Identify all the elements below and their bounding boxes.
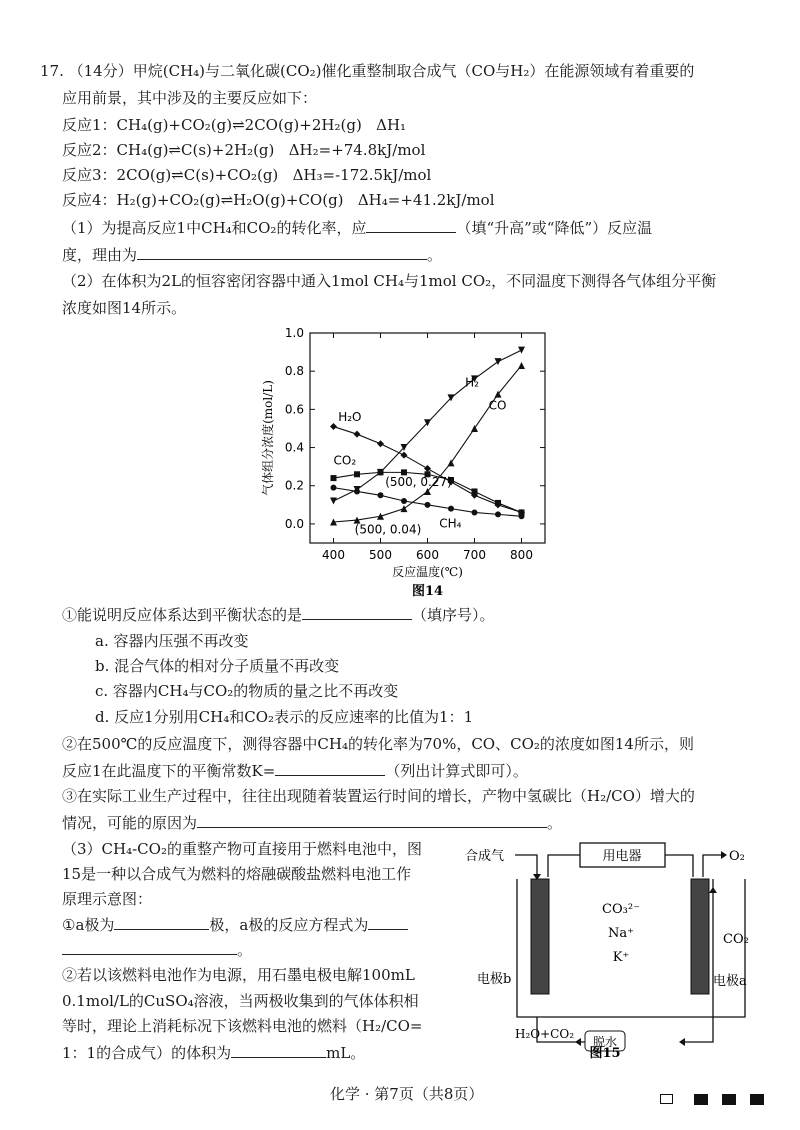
- data-point: [424, 465, 431, 472]
- option-d: d. 反应1分别用CH₄和CO₂表示的反应速率的比值为1：1: [95, 708, 474, 726]
- answer-blank[interactable]: [275, 759, 385, 776]
- data-point: [331, 475, 337, 481]
- exhaust-label: H₂O+CO₂: [515, 1027, 574, 1041]
- sub1-text: ①能说明反应体系达到平衡状态的是: [62, 606, 303, 624]
- part3-q2-line4: [62, 1041, 365, 1064]
- chart-title: 图14: [411, 584, 444, 599]
- reaction-equation: 2CO(g)⇌C(s)+CO₂(g): [116, 166, 279, 184]
- arrow-icon: [575, 1038, 581, 1046]
- series-label: CO: [488, 398, 507, 413]
- ion-potassium: K⁺: [612, 950, 630, 965]
- part3-line3: 原理示意图：: [62, 890, 153, 908]
- data-point: [378, 492, 384, 498]
- syngas-label: 合成气: [465, 849, 505, 864]
- data-point: [354, 471, 360, 477]
- data-point: [495, 500, 501, 506]
- question-intro-1: 甲烷(CH₄)与二氧化碳(CO₂)催化重整制取合成气（CO与H₂）在能源领域有着重要的: [132, 62, 695, 80]
- reaction-4: [62, 189, 495, 211]
- data-point: [518, 347, 525, 354]
- arrow-icon: [709, 887, 717, 893]
- series-label: CH₄: [439, 516, 462, 531]
- reaction-equation: H₂(g)+CO₂(g)⇌H₂O(g)+CO(g): [116, 191, 344, 209]
- part3-text: mL。: [326, 1044, 366, 1062]
- question-number: 17.: [40, 62, 64, 80]
- electrode-b: [531, 879, 549, 994]
- y-tick-label: 0.4: [284, 440, 304, 455]
- answer-blank[interactable]: [114, 913, 209, 930]
- x-tick-label: 600: [416, 548, 439, 562]
- series-label: CO₂: [333, 453, 357, 468]
- data-point: [519, 513, 525, 519]
- electrode-a-label: 电极a: [713, 974, 747, 989]
- data-point: [401, 498, 407, 504]
- ion-carbonate: CO₃²⁻: [602, 902, 640, 917]
- y-tick-label: 0.8: [284, 364, 304, 379]
- part3-line1: （3）CH₄-CO₂的重整产物可直接用于燃料电池中，图: [62, 840, 422, 858]
- part1-line2: 度，理由为 。: [62, 243, 442, 266]
- answer-blank[interactable]: [366, 216, 456, 233]
- data-point: [354, 431, 361, 438]
- data-point: [472, 509, 478, 515]
- data-point: [472, 488, 478, 494]
- x-axis-label: 反应温度(℃): [392, 565, 463, 579]
- annotation-label: (500, 0.04): [354, 522, 422, 537]
- data-point: [354, 488, 360, 494]
- sub3-line2: 情况，可能的原因为 。: [62, 811, 562, 834]
- data-point: [471, 425, 478, 432]
- sub3-line1: ③在实际工业生产过程中，往往出现随着装置运行时间的增长，产物中氢碳比（H₂/CO）增大的: [62, 787, 695, 805]
- o2-line: [703, 855, 721, 877]
- data-point: [448, 459, 455, 466]
- series-line: [334, 365, 522, 522]
- series-label: H₂: [465, 375, 479, 390]
- reaction-equation: CH₄(g)⇌C(s)+2H₂(g): [116, 141, 275, 159]
- part3-text: 极，a极的反应方程式为: [209, 916, 369, 934]
- reaction-3: [62, 164, 431, 186]
- dewater-label: 脱水: [592, 1035, 618, 1049]
- co2-label: CO₂: [723, 932, 749, 947]
- y-axis-label: 气体组分浓度(mol/L): [261, 380, 275, 496]
- data-point: [330, 498, 337, 505]
- page-footer: 化学 · 第7页（共8页）: [330, 1085, 484, 1103]
- data-point: [331, 485, 337, 491]
- reaction-enthalpy: ΔH₄=+41.2kJ/mol: [357, 191, 495, 209]
- sub2-text: （列出计算式即可）。: [385, 762, 528, 780]
- answer-blank[interactable]: [302, 603, 412, 620]
- reaction-label: 反应4：: [62, 191, 117, 209]
- part3-text: 1：1的合成气）的体积为: [62, 1044, 232, 1062]
- part3-q2-line3: 等时，理论上消耗标况下该燃料电池的燃料（H₂/CO=: [62, 1017, 423, 1035]
- part3-line2: 15是一种以合成气为燃料的熔融碳酸盐燃料电池工作: [62, 865, 412, 883]
- reaction-label: 反应3：: [62, 166, 117, 184]
- data-point: [377, 440, 384, 447]
- part3-q2-line1: ②若以该燃料电池作为电源，用石墨电极电解100mL: [62, 966, 415, 984]
- sub2-text: 反应1在此温度下的平衡常数K=: [62, 762, 276, 780]
- part3-q1-line1: [62, 913, 408, 936]
- answer-blank[interactable]: [137, 243, 427, 260]
- sub2-line2: [62, 759, 528, 782]
- corner-mark: [694, 1094, 708, 1105]
- ion-sodium: Na⁺: [608, 926, 634, 941]
- o2-label: O₂: [729, 849, 745, 864]
- appliance-label: 用电器: [602, 849, 642, 864]
- data-point: [425, 502, 431, 508]
- corner-mark: [722, 1094, 736, 1105]
- question-header: [40, 60, 694, 82]
- sub2-line1: ②在500℃的反应温度下，测得容器中CH₄的转化率为70%，CO、CO₂的浓度如图14所示，则: [62, 735, 694, 753]
- reaction-enthalpy: ΔH₃=-172.5kJ/mol: [292, 166, 432, 184]
- electrode-b-label: 电极b: [477, 972, 512, 987]
- part3-q1-line2: 。: [62, 938, 252, 961]
- y-tick-label: 0.0: [284, 516, 304, 531]
- corner-mark: [660, 1094, 673, 1104]
- x-tick-label: 400: [322, 548, 345, 562]
- part1-line1: [62, 216, 652, 239]
- answer-blank[interactable]: [62, 938, 237, 955]
- reaction-enthalpy: ΔH₁: [376, 116, 407, 134]
- figure15-caption: 图15: [589, 1046, 621, 1060]
- part1-text: （填“升高”或“降低”）反应温: [456, 219, 653, 237]
- option-a: a. 容器内压强不再改变: [95, 632, 249, 650]
- sub1-line: [62, 603, 495, 626]
- x-tick-label: 800: [510, 548, 533, 562]
- arrow-icon: [721, 851, 727, 859]
- part1-text: 度，理由为: [62, 246, 138, 264]
- data-point: [330, 423, 337, 430]
- answer-blank[interactable]: [197, 811, 547, 828]
- sub1-text: （填序号）。: [412, 606, 495, 624]
- x-tick-label: 500: [369, 548, 392, 562]
- figure-15-diagram: [455, 835, 785, 1060]
- answer-blank[interactable]: [368, 913, 408, 930]
- y-tick-label: 0.6: [284, 402, 304, 417]
- reaction-label: 反应2：: [62, 141, 117, 159]
- data-point: [448, 506, 454, 512]
- option-b: b. 混合气体的相对分子质量不再改变: [95, 657, 340, 675]
- option-c: c. 容器内CH₄与CO₂的物质的量之比不再改变: [95, 682, 399, 700]
- part2-line2: 浓度如图14所示。: [62, 299, 187, 317]
- question-points: （14分）: [68, 62, 133, 80]
- wire-left: [548, 855, 580, 877]
- data-point: [378, 469, 384, 475]
- y-tick-label: 1.0: [284, 326, 304, 340]
- sub3-text: 情况，可能的原因为: [62, 814, 198, 832]
- question-intro-2: 应用前景，其中涉及的主要反应如下：: [62, 89, 318, 107]
- arrow-icon: [679, 1038, 685, 1046]
- reaction-1: [62, 114, 406, 136]
- part2-line1: （2）在体积为2L的恒容密闭容器中通入1mol CH₄与1mol CO₂，不同温度下测得各气体组分平衡: [62, 272, 717, 290]
- reaction-2: [62, 139, 425, 161]
- part3-q2-line2: 0.1mol/L的CuSO₄溶液，当两极收集到的气体体积相: [62, 992, 419, 1010]
- y-tick-label: 0.2: [284, 478, 304, 493]
- corner-mark: [750, 1094, 764, 1105]
- part3-text: ①a极为: [62, 916, 115, 934]
- reaction-label: 反应1：: [62, 116, 117, 134]
- data-point: [401, 452, 408, 459]
- data-point: [495, 511, 501, 517]
- figure-14-chart: [255, 325, 555, 600]
- reaction-equation: CH₄(g)+CO₂(g)⇌2CO(g)+2H₂(g): [116, 116, 362, 134]
- electrode-a: [691, 879, 709, 994]
- answer-blank[interactable]: [231, 1041, 326, 1058]
- wire-right: [665, 855, 693, 877]
- part1-text: （1）为提高反应1中CH₄和CO₂的转化率，应: [62, 219, 367, 237]
- syngas-line: [515, 855, 537, 877]
- annotation-label: (500, 0.27): [385, 475, 452, 490]
- data-point: [518, 362, 525, 369]
- series-label: H₂O: [338, 409, 362, 424]
- x-tick-label: 700: [463, 548, 486, 562]
- plot-frame: [310, 333, 545, 543]
- reaction-enthalpy: ΔH₂=+74.8kJ/mol: [288, 141, 426, 159]
- cell-vessel: [517, 879, 745, 1017]
